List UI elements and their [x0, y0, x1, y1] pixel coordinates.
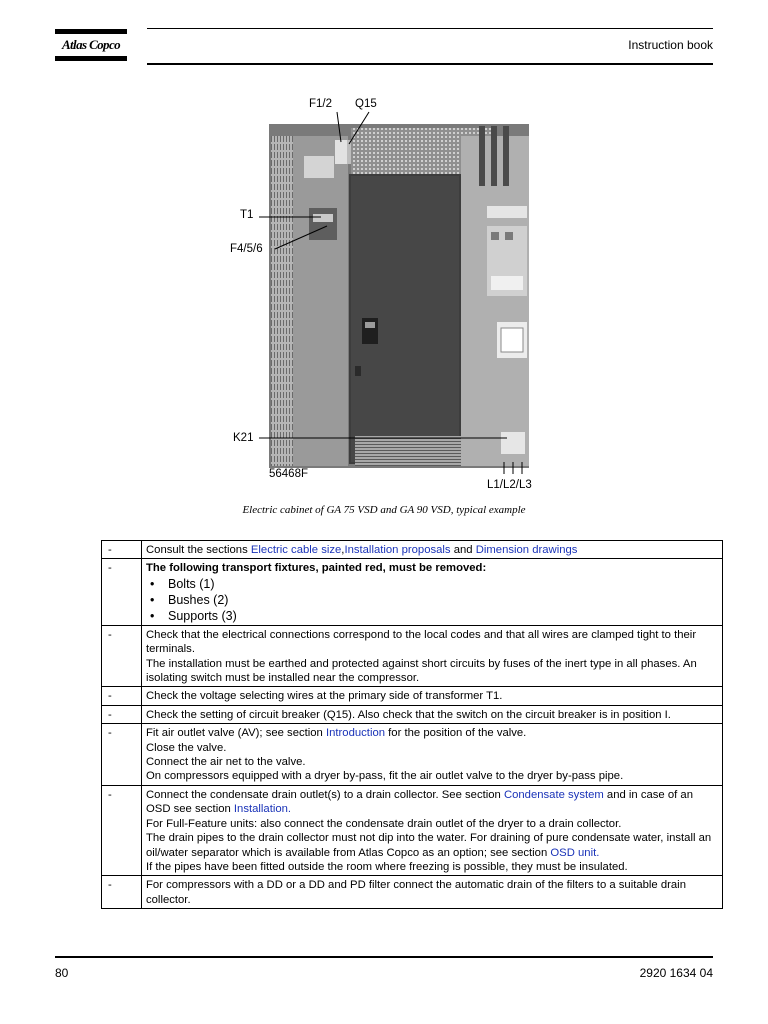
- page-number: 80: [55, 966, 69, 980]
- step-text: If the pipes have been fitted outside the room where freezing is possible, they must be insulated.: [146, 860, 628, 873]
- row-marker: -: [102, 724, 142, 786]
- row-marker: -: [102, 625, 142, 687]
- table-row: [102, 625, 723, 687]
- step-text: and in case of an OSD see section: [146, 788, 693, 816]
- table-row: [102, 724, 723, 786]
- footer-rule: [55, 956, 713, 958]
- step-condensate-drain: [142, 785, 723, 875]
- electric-cabinet-figure: [229, 96, 539, 496]
- callout-f4-5-6: F4/5/6: [230, 243, 263, 255]
- step-line: [146, 726, 718, 740]
- list-item: • Supports (3): [146, 608, 718, 624]
- link-installation[interactable]: Installation: [233, 803, 288, 816]
- logo-bar-top: [55, 29, 127, 34]
- step-text: For Full-Feature units: also connect the condensate drain outlet of the dryer to a drain collector.: [146, 817, 622, 830]
- step-text: Check that the electrical connections correspond to the local codes and that all wires are clamped tight to their terminals.: [146, 628, 697, 656]
- link-condensate-system[interactable]: Condensate system: [503, 788, 604, 801]
- link-dot: .: [596, 846, 600, 859]
- electric-cabinet-photo: [229, 96, 539, 496]
- header-title: Instruction book: [628, 38, 713, 52]
- row-marker: -: [102, 876, 142, 909]
- step-circuit-breaker: Check the setting of circuit breaker (Q15). Also check that the switch on the circuit breaker is in position I.: [142, 705, 723, 723]
- row-marker: -: [102, 541, 142, 559]
- row-marker: -: [102, 687, 142, 705]
- step-electrical-connections: [142, 625, 723, 687]
- link-dot: .: [287, 803, 292, 816]
- link-electric-cable-size[interactable]: Electric cable size: [250, 544, 342, 556]
- step-text: The installation must be earthed and protected against short circuits by fuses of the inert type in all phases. An isolating switch must be installed near the compressor.: [146, 657, 697, 685]
- step-heading: The following transport fixtures, painted red, must be removed:: [146, 562, 487, 575]
- step-text: ,: [341, 544, 345, 556]
- table-row: [102, 559, 723, 625]
- step-text: The drain pipes to the drain collector must not dip into the water. For draining of pure condensate water, install an oil/water separator which is available from Atlas Copco as an option; see section: [146, 832, 712, 859]
- callout-l1-l2-l3: L1/L2/L3: [487, 479, 532, 491]
- row-marker: -: [102, 705, 142, 723]
- table-row: [102, 541, 723, 559]
- document-number: 2920 1634 04: [639, 966, 713, 980]
- link-osd-unit[interactable]: OSD unit: [550, 846, 597, 859]
- step-voltage-wires: Check the voltage selecting wires at the primary side of transformer T1.: [142, 687, 723, 705]
- installation-steps-table: [101, 540, 723, 909]
- step-line: [146, 831, 718, 860]
- callout-k21: K21: [233, 432, 254, 444]
- step-dd-pd-filter-drain: For compressors with a DD or a DD and PD filter connect the automatic drain of the filters to a suitable drain collector.: [142, 876, 723, 909]
- table-row: [102, 876, 723, 909]
- link-dimension-drawings[interactable]: Dimension drawings: [475, 544, 578, 556]
- callout-q15: Q15: [355, 98, 377, 110]
- step-text: Connect the condensate drain outlet(s) to a drain collector. See section: [146, 788, 504, 801]
- step-text: Fit air outlet valve (AV); see section: [146, 727, 326, 740]
- list-item: • Bolts (1): [146, 576, 718, 592]
- step-text: Close the valve.: [146, 741, 227, 754]
- callout-t1: T1: [240, 209, 254, 221]
- step-line: [146, 788, 718, 817]
- link-installation-proposals[interactable]: Installation proposals: [344, 544, 451, 556]
- step-text: for the position of the valve.: [385, 727, 527, 740]
- row-marker: -: [102, 785, 142, 875]
- list-item: • Bushes (2): [146, 592, 718, 608]
- table-row: [102, 687, 723, 705]
- logo-text: Atlas Copco: [61, 37, 121, 52]
- fixtures-list: [146, 576, 718, 624]
- callout-f1-2: F1/2: [309, 98, 333, 110]
- logo-bar-bottom: [55, 56, 127, 61]
- step-text: Connect the air net to the valve.: [146, 756, 306, 769]
- header-rule-bottom: [147, 63, 713, 65]
- link-introduction[interactable]: Introduction: [325, 727, 386, 740]
- step-transport-fixtures: [142, 559, 723, 625]
- table-row: [102, 705, 723, 723]
- step-consult-sections: [142, 541, 723, 559]
- figure-caption: Electric cabinet of GA 75 VSD and GA 90 VSD, typical example: [242, 504, 526, 516]
- atlas-copco-logo: [55, 29, 127, 61]
- header-rule-top: [147, 28, 713, 29]
- step-text: Consult the sections: [146, 544, 251, 556]
- step-text: On compressors equipped with a dryer by-pass, fit the air outlet valve to the dryer by-pass pipe.: [146, 770, 624, 783]
- figure-reference: 56468F: [269, 468, 309, 480]
- table-row: [102, 785, 723, 875]
- step-air-outlet-valve: [142, 724, 723, 786]
- step-text: and: [450, 544, 476, 556]
- row-marker: -: [102, 559, 142, 625]
